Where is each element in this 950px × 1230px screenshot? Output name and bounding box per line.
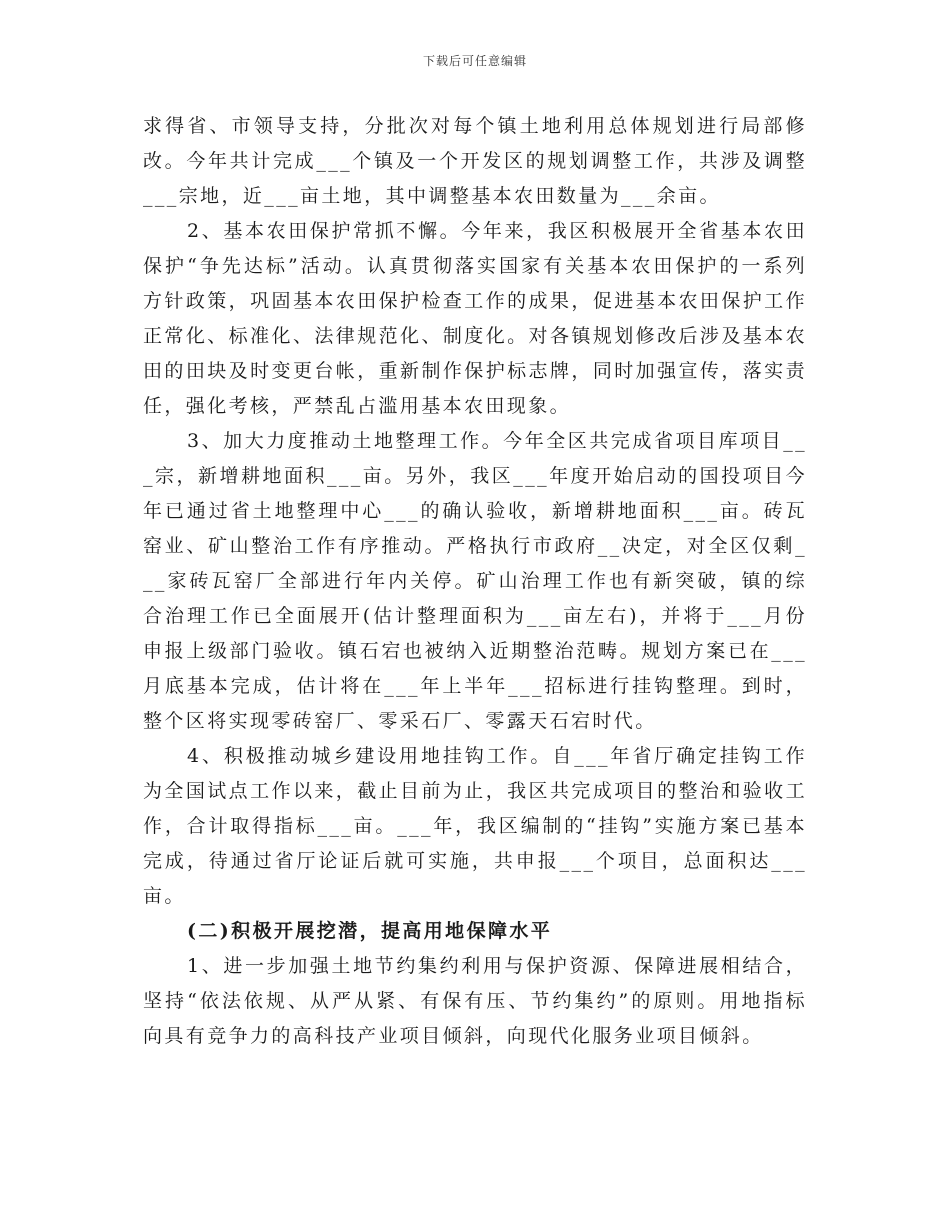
paragraph-urban-rural-linkage: 4、积极推动城乡建设用地挂钩工作。自___年省厅确定挂钩工作为全国试点工作以来，截止目前为止，我区共完成项目的整治和验收工作，合计取得指标___亩。___年，我区编制的“挂钩”实施方案已基本完成，待通过省厅论证后就可实施，共申报___个项目，总面积达___亩。 [143, 745, 807, 907]
paragraph-land-consolidation: 3、加大力度推动土地整理工作。今年全区共完成省项目库项目___宗，新增耕地面积___亩。另外，我区___年度开始启动的国投项目今年已通过省土地整理中心___的确认验收，新增耕地面积___亩。砖瓦窑业、矿山整治工作有序推动。严格执行市政府__决定，对全区仅剩___家砖瓦窑厂全部进行年内关停。矿山治理工作也有新突破，镇的综合治理工作已全面展开(估计整理面积为___亩左右)，并将于___月份申报上级部门验收。镇石宕也被纳入近期整治范畴。规划方案已在___月底基本完成，估计将在___年上半年___招标进行挂钩整理。到时，整个区将实现零砖窑厂、零采石厂、零露天石宕时代。 [143, 430, 807, 732]
paragraph-land-saving: 1、进一步加强土地节约集约利用与保护资源、保障进展相结合，坚持“依法依规、从严从紧、有保有压、节约集约”的原则。用地指标向具有竞争力的高科技产业项目倾斜，向现代化服务业项目倾斜。 [143, 955, 807, 1047]
document-body [143, 109, 807, 1054]
paragraph-continued: 求得省、市领导支持，分批次对每个镇土地利用总体规划进行局部修改。今年共计完成___个镇及一个开发区的规划调整工作，共涉及调整___宗地，近___亩土地，其中调整基本农田数量为___余亩。 [143, 115, 807, 207]
page-header: 下载后可任意编辑 [422, 54, 527, 68]
section-heading: (二)积极开展挖潜，提高用地保障水平 [187, 920, 553, 942]
paragraph-farmland-protection: 2、基本农田保护常抓不懈。今年来，我区积极展开全省基本农田保护“争先达标”活动。认真贯彻落实国家有关基本农田保护的一系列方针政策，巩固基本农田保护检查工作的成果，促进基本农田保护工作正常化、标准化、法律规范化、制度化。对各镇规划修改后涉及基本农田的田块及时变更台帐，重新制作保护标志牌，同时加强宣传，落实责任，强化考核，严禁乱占滥用基本农田现象。 [143, 220, 807, 417]
